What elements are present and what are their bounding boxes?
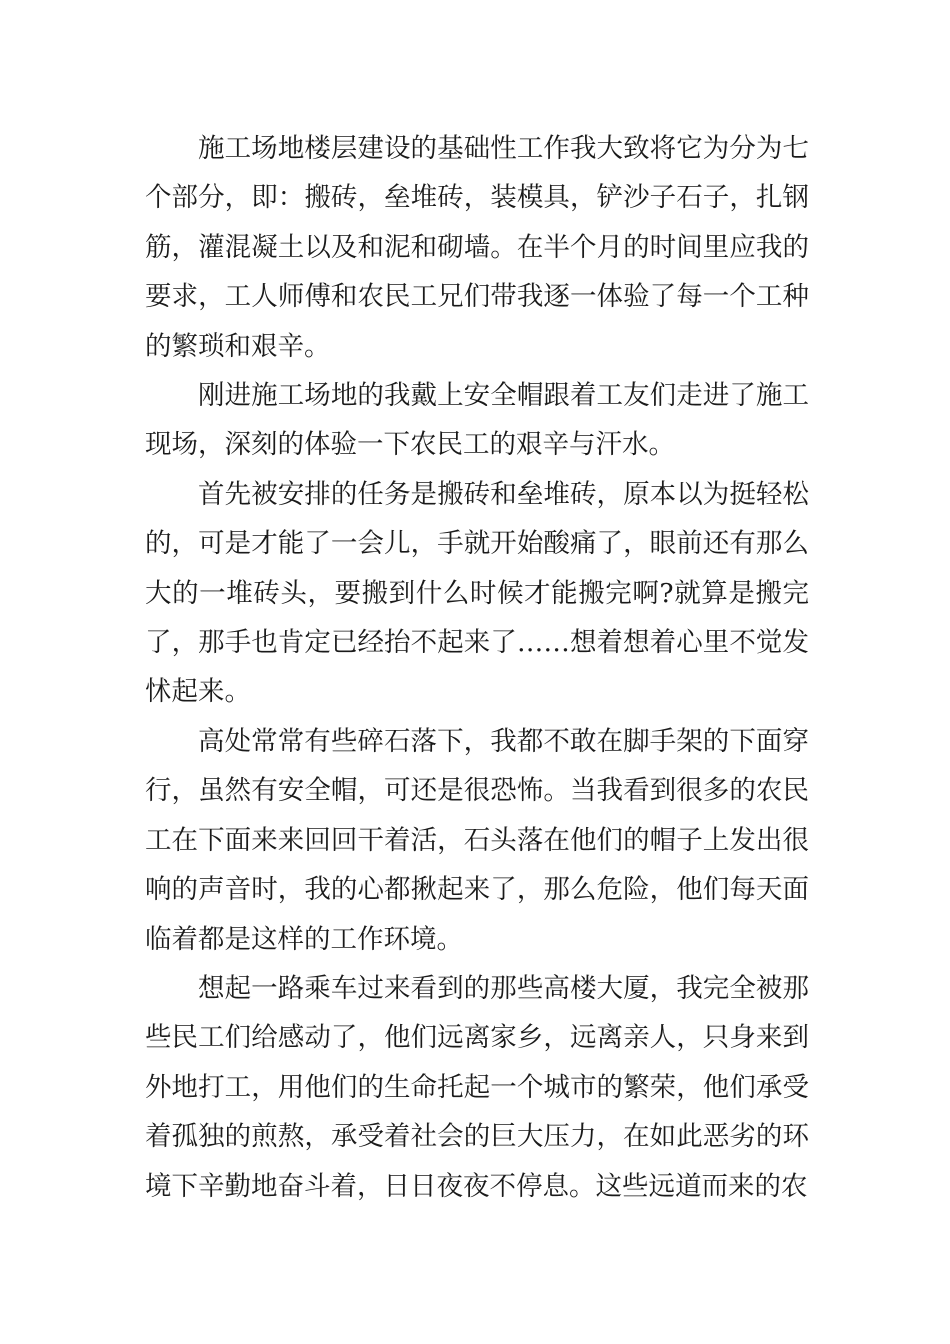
paragraph-3: 首先被安排的任务是搬砖和垒堆砖，原本以为挺轻松的，可是才能了一会儿，手就开始酸痛了，眼前还有那么大的一堆砖头，要搬到什么时候才能搬完啊?就算是搬完了，那手也肯定已经抬不起来了……想着想着心里不觉发怵起来。 <box>145 478 809 708</box>
paragraph-5: 想起一路乘车过来看到的那些高楼大厦，我完全被那些民工们给感动了，他们远离家乡，远离亲人，只身来到外地打工，用他们的生命托起一个城市的繁荣，他们承受着孤独的煎熬，承受着社会的巨大压力，在如此恶劣的环境下辛勤地奋斗着，日日夜夜不停息。这些远道而来的农 <box>145 972 809 1202</box>
paragraph-2: 刚进施工场地的我戴上安全帽跟着工友们走进了施工现场，深刻的体验一下农民工的艰辛与汗水。 <box>145 380 809 461</box>
document-body <box>145 124 809 1211</box>
paragraph-4: 高处常常有些碎石落下，我都不敢在脚手架的下面穿行，虽然有安全帽，可还是很恐怖。当我看到很多的农民工在下面来来回回干着活，石头落在他们的帽子上发出很响的声音时，我的心都揪起来了，那么危险，他们每天面临着都是这样的工作环境。 <box>145 725 809 955</box>
paragraph-1: 施工场地楼层建设的基础性工作我大致将它为分为七个部分，即：搬砖，垒堆砖，装模具，铲沙子石子，扎钢筋，灌混凝土以及和泥和砌墙。在半个月的时间里应我的要求，工人师傅和农民工兄们带我逐一体验了每一个工种的繁琐和艰辛。 <box>145 133 809 362</box>
